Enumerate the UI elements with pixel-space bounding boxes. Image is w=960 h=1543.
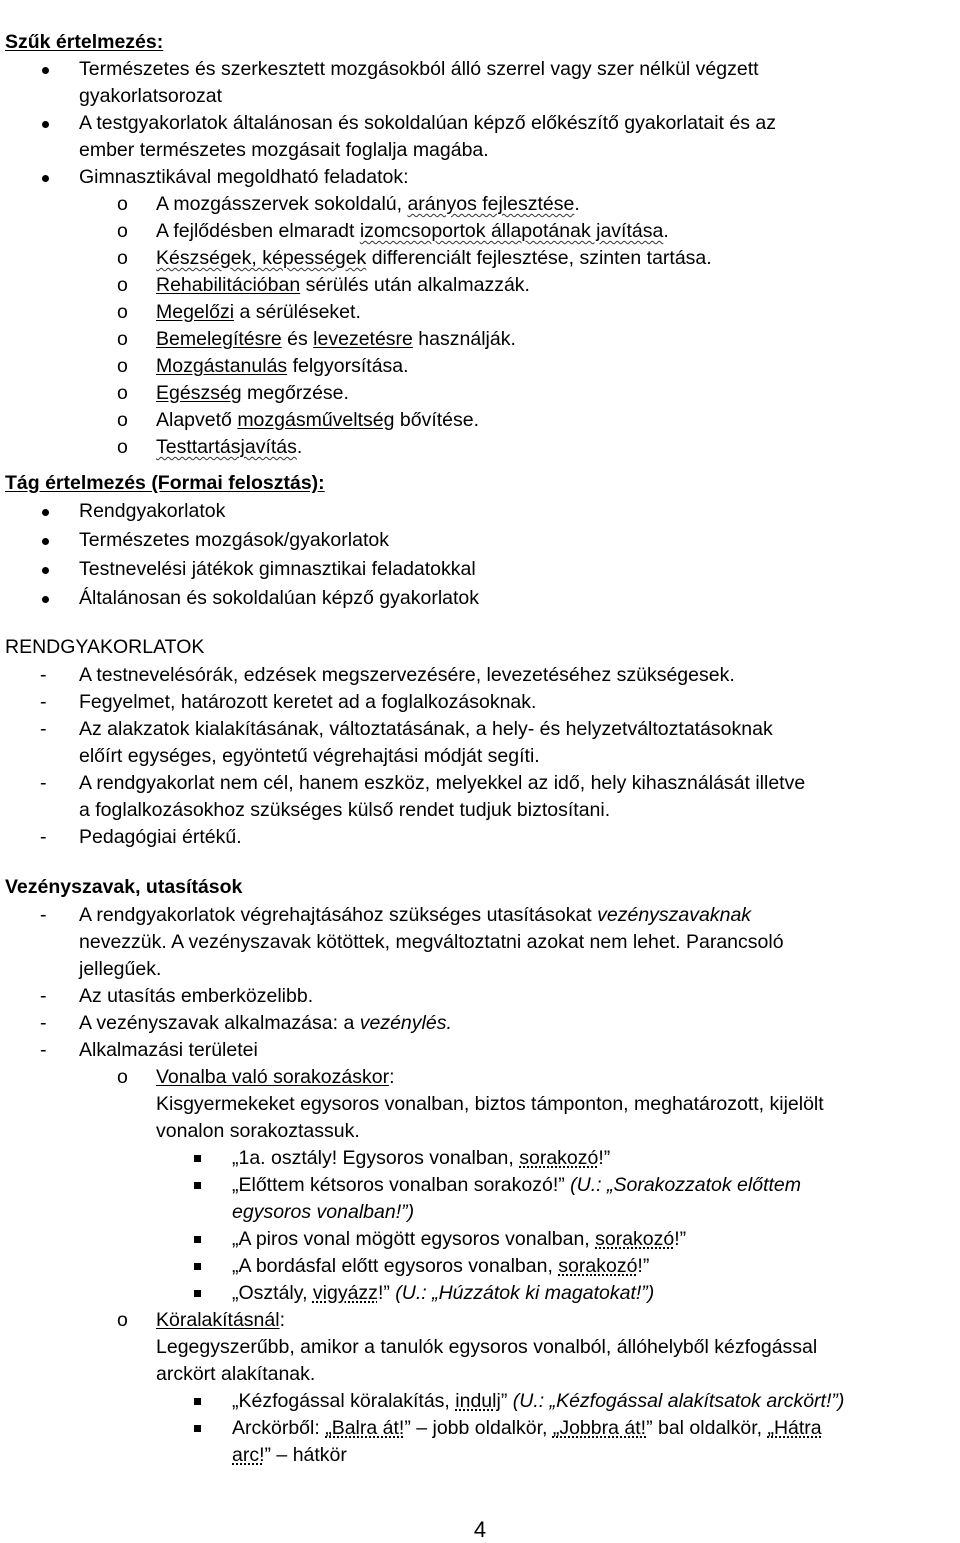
- dash-marker: -: [40, 904, 47, 926]
- square-bullet-icon: [194, 1290, 201, 1297]
- circle-marker: o: [117, 355, 128, 377]
- dash-marker: -: [40, 985, 47, 1007]
- command-6: „Kézfogással köralakítás, indulj” (U.: „Kézfogással alakítsatok arckört!”): [0, 1388, 960, 1415]
- rend-line-3: - Az alakzatok kialakításának, változtatásának, a hely- és helyzetváltoztatásoknak: [0, 716, 960, 743]
- vez-heading: Vezényszavak, utasítások: [5, 876, 243, 898]
- circle-marker: o: [117, 436, 128, 458]
- rend-line-4-cont: a foglalkozásokhoz szükséges külső rendet tudjuk biztosítani.: [79, 799, 611, 821]
- subitem-1: o A mozgásszervek sokoldalú, arányos fejlesztése.: [0, 191, 960, 218]
- circle-marker: o: [117, 382, 128, 404]
- narrow-bullet-1: Természetes és szerkesztett mozgásokból álló szerrel vagy szer nélkül végzett: [0, 56, 960, 83]
- vez-dash-1: - A rendgyakorlatok végrehajtásához szükséges utasításokat vezényszavaknak: [0, 902, 960, 929]
- command-3: „A piros vonal mögött egysoros vonalban, sorakozó!”: [0, 1226, 960, 1253]
- command-2-cont: egysoros vonalban!”): [232, 1201, 415, 1223]
- square-bullet-icon: [194, 1236, 201, 1243]
- subitem-5: o Megelőzi a sérüléseket.: [0, 299, 960, 326]
- dash-marker: -: [40, 664, 47, 686]
- circle-marker: o: [117, 274, 128, 296]
- broad-item-4: Általánosan és sokoldalúan képző gyakorlatok: [0, 585, 960, 612]
- vez-dash-4: - Alkalmazási területei: [0, 1037, 960, 1064]
- bullet-icon: [42, 538, 49, 545]
- bullet-icon: [42, 175, 49, 182]
- broad-item-3: Testnevelési játékok gimnasztikai feladatokkal: [0, 556, 960, 583]
- narrow-bullet-2: A testgyakorlatok általánosan és sokoldalúan képző előkészítő gyakorlatait és az: [0, 110, 960, 137]
- vez-sub-2: o Köralakításnál:: [0, 1307, 960, 1334]
- rend-line-2: - Fegyelmet, határozott keretet ad a foglalkozásoknak.: [0, 689, 960, 716]
- command-5: „Osztály, vigyázz!” (U.: „Húzzátok ki magatokat!”): [0, 1280, 960, 1307]
- dash-marker: -: [40, 772, 47, 794]
- vez-dash-1-cont2: jellegűek.: [79, 958, 162, 980]
- command-7: Arckörből: „Balra át!” – jobb oldalkör, „Jobbra át!” bal oldalkör, „Hátra: [0, 1415, 960, 1442]
- subitem-9: o Alapvető mozgásműveltség bővítése.: [0, 407, 960, 434]
- dash-marker: -: [40, 718, 47, 740]
- vez-dash-2: - Az utasítás emberközelibb.: [0, 983, 960, 1010]
- square-bullet-icon: [194, 1425, 201, 1432]
- rend-line-4: - A rendgyakorlat nem cél, hanem eszköz, melyekkel az idő, hely kihasználását illetve: [0, 770, 960, 797]
- circle-marker: o: [117, 247, 128, 269]
- square-bullet-icon: [194, 1263, 201, 1270]
- subitem-3: o Készségek, képességek differenciált fejlesztése, szinten tartása.: [0, 245, 960, 272]
- subitem-2: o A fejlődésben elmaradt izomcsoportok állapotának javítása.: [0, 218, 960, 245]
- rend-line-3-cont: előírt egységes, egyöntetű végrehajtási módját segíti.: [79, 745, 540, 767]
- bullet-icon: [42, 596, 49, 603]
- command-1: „1a. osztály! Egysoros vonalban, sorakozó!”: [0, 1145, 960, 1172]
- narrow-heading: Szűk értelmezés:: [5, 31, 164, 53]
- vez-dash-3: - A vezényszavak alkalmazása: a vezénylés.: [0, 1010, 960, 1037]
- rend-line-1: - A testnevelésórák, edzések megszervezésére, levezetéséhez szükségesek.: [0, 662, 960, 689]
- square-bullet-icon: [194, 1182, 201, 1189]
- vez-sub-1: o Vonalba való sorakozáskor:: [0, 1064, 960, 1091]
- dash-marker: -: [40, 691, 47, 713]
- circle-marker: o: [117, 301, 128, 323]
- vez-sub-1-text: Kisgyermekeket egysoros vonalban, biztos támponton, meghatározott, kijelölt: [156, 1093, 824, 1115]
- narrow-bullet-1-cont: gyakorlatsorozat: [79, 85, 223, 107]
- broad-item-1: Rendgyakorlatok: [0, 498, 960, 525]
- circle-marker: o: [117, 328, 128, 350]
- dash-marker: -: [40, 826, 47, 848]
- vez-sub-2-text2: arckört alakítanak.: [156, 1363, 316, 1385]
- circle-marker: o: [117, 409, 128, 431]
- square-bullet-icon: [194, 1398, 201, 1405]
- narrow-bullet-3: Gimnasztikával megoldható feladatok:: [0, 164, 960, 191]
- subitem-7: o Mozgástanulás felgyorsítása.: [0, 353, 960, 380]
- circle-marker: o: [117, 1066, 128, 1088]
- page-number: 4: [473, 1517, 487, 1542]
- vez-sub-1-text2: vonalon sorakoztassuk.: [156, 1120, 360, 1142]
- circle-marker: o: [117, 1309, 128, 1331]
- command-2: „Előttem kétsoros vonalban sorakozó!” (U.: „Sorakozzatok előttem: [0, 1172, 960, 1199]
- square-bullet-icon: [194, 1155, 201, 1162]
- dash-marker: -: [40, 1012, 47, 1034]
- bullet-icon: [42, 67, 49, 74]
- vez-dash-1-cont: nevezzük. A vezényszavak kötöttek, megváltoztatni azokat nem lehet. Parancsoló: [79, 931, 784, 953]
- command-4: „A bordásfal előtt egysoros vonalban, sorakozó!”: [0, 1253, 960, 1280]
- bullet-icon: [42, 509, 49, 516]
- broad-heading: Tág értelmezés (Formai felosztás):: [5, 472, 325, 494]
- subitem-10: o Testtartásjavítás.: [0, 434, 960, 461]
- bullet-icon: [42, 567, 49, 574]
- rend-heading: RENDGYAKORLATOK: [5, 636, 205, 658]
- subitem-8: o Egészség megőrzése.: [0, 380, 960, 407]
- narrow-bullet-2-cont: ember természetes mozgásait foglalja magába.: [79, 139, 489, 161]
- dash-marker: -: [40, 1039, 47, 1061]
- circle-marker: o: [117, 193, 128, 215]
- circle-marker: o: [117, 220, 128, 242]
- vez-sub-2-text: Legegyszerűbb, amikor a tanulók egysoros vonalból, állóhelyből kézfogással: [156, 1336, 818, 1358]
- broad-item-2: Természetes mozgások/gyakorlatok: [0, 527, 960, 554]
- command-7-cont: arc!” – hátkör: [232, 1444, 347, 1466]
- bullet-icon: [42, 121, 49, 128]
- subitem-6: o Bemelegítésre és levezetésre használják.: [0, 326, 960, 353]
- subitem-4: o Rehabilitációban sérülés után alkalmazzák.: [0, 272, 960, 299]
- rend-line-5: - Pedagógiai értékű.: [0, 824, 960, 851]
